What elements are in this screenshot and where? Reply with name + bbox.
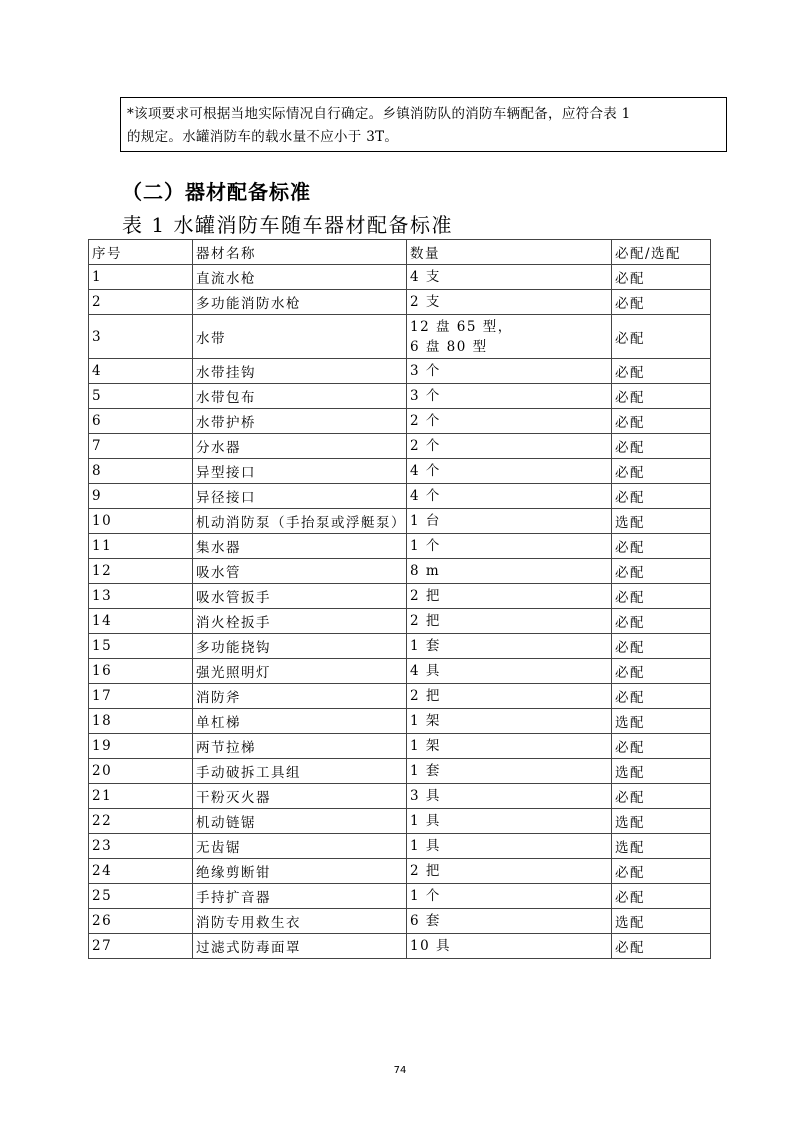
- cell-name: 多功能挠钩: [193, 634, 407, 659]
- table-row: [89, 409, 711, 434]
- table-row: [89, 509, 711, 534]
- table-row: [89, 534, 711, 559]
- table-row: [89, 784, 711, 809]
- cell-quantity: 2 个: [407, 409, 612, 434]
- cell-quantity: 4 个: [407, 459, 612, 484]
- cell-index: 10: [89, 509, 193, 534]
- table-title: 表 1 水罐消防车随车器材配备标准: [122, 213, 453, 237]
- cell-index: 18: [89, 709, 193, 734]
- cell-index: 2: [89, 290, 193, 315]
- cell-requirement: 必配: [612, 934, 711, 959]
- table-row: [89, 459, 711, 484]
- cell-name: 水带护桥: [193, 409, 407, 434]
- cell-quantity: 1 套: [407, 759, 612, 784]
- table-row: [89, 609, 711, 634]
- cell-name: 异型接口: [193, 459, 407, 484]
- cell-name: 消火栓扳手: [193, 609, 407, 634]
- table-row: [89, 434, 711, 459]
- cell-requirement: 必配: [612, 265, 711, 290]
- note-box: [120, 97, 727, 152]
- cell-requirement: 必配: [612, 659, 711, 684]
- cell-name: 异径接口: [193, 484, 407, 509]
- cell-index: 15: [89, 634, 193, 659]
- cell-requirement: 必配: [612, 609, 711, 634]
- cell-index: 23: [89, 834, 193, 859]
- cell-name: 手动破拆工具组: [193, 759, 407, 784]
- cell-index: 27: [89, 934, 193, 959]
- cell-name: 消防斧: [193, 684, 407, 709]
- cell-name: 吸水管扳手: [193, 584, 407, 609]
- cell-requirement: 必配: [612, 534, 711, 559]
- cell-requirement: 必配: [612, 734, 711, 759]
- note-line-1: *该项要求可根据当地实际情况自行确定。乡镇消防队的消防车辆配备，应符合表 1: [127, 106, 631, 122]
- cell-name: 多功能消防水枪: [193, 290, 407, 315]
- cell-quantity: 4 具: [407, 659, 612, 684]
- cell-name: 直流水枪: [193, 265, 407, 290]
- table-row: [89, 484, 711, 509]
- table-row: [89, 384, 711, 409]
- cell-quantity: 2 把: [407, 859, 612, 884]
- cell-quantity: 1 个: [407, 534, 612, 559]
- cell-requirement: 必配: [612, 434, 711, 459]
- cell-index: 7: [89, 434, 193, 459]
- cell-index: 9: [89, 484, 193, 509]
- table-row: [89, 359, 711, 384]
- column-header-index: 序号: [89, 240, 193, 265]
- page-number: 74: [393, 1065, 407, 1076]
- table-row: [89, 884, 711, 909]
- table-row: [89, 909, 711, 934]
- table-row: [89, 684, 711, 709]
- cell-index: 26: [89, 909, 193, 934]
- cell-quantity: 1 具: [407, 834, 612, 859]
- cell-quantity: 2 支: [407, 290, 612, 315]
- column-header-name: 器材名称: [193, 240, 407, 265]
- cell-index: 11: [89, 534, 193, 559]
- cell-name: 机动链锯: [193, 809, 407, 834]
- table-row: [89, 759, 711, 784]
- cell-quantity: 4 个: [407, 484, 612, 509]
- cell-name: 机动消防泵（手抬泵或浮艇泵）: [193, 509, 407, 534]
- note-line-2: 的规定。水罐消防车的载水量不应小于 3T。: [127, 129, 399, 145]
- table-row: [89, 290, 711, 315]
- cell-requirement: 必配: [612, 684, 711, 709]
- cell-quantity: 6 套: [407, 909, 612, 934]
- cell-requirement: 选配: [612, 509, 711, 534]
- cell-index: 6: [89, 409, 193, 434]
- cell-quantity: 3 个: [407, 384, 612, 409]
- table-row: [89, 584, 711, 609]
- cell-quantity: 2 个: [407, 434, 612, 459]
- cell-name: 集水器: [193, 534, 407, 559]
- cell-quantity: 1 具: [407, 809, 612, 834]
- section-heading: （二）器材配备标准: [122, 180, 311, 204]
- equipment-table: [88, 239, 711, 959]
- cell-requirement: 选配: [612, 909, 711, 934]
- cell-requirement: 选配: [612, 709, 711, 734]
- table-row: [89, 934, 711, 959]
- cell-index: 24: [89, 859, 193, 884]
- cell-name: 水带: [193, 315, 407, 359]
- cell-index: 17: [89, 684, 193, 709]
- cell-index: 14: [89, 609, 193, 634]
- cell-requirement: 必配: [612, 315, 711, 359]
- cell-quantity: 2 把: [407, 609, 612, 634]
- cell-index: 12: [89, 559, 193, 584]
- cell-quantity: 1 台: [407, 509, 612, 534]
- cell-quantity: 8 m: [407, 559, 612, 584]
- cell-name: 分水器: [193, 434, 407, 459]
- cell-name: 无齿锯: [193, 834, 407, 859]
- cell-name: 强光照明灯: [193, 659, 407, 684]
- cell-requirement: 必配: [612, 634, 711, 659]
- table-row: [89, 315, 711, 359]
- cell-name: 吸水管: [193, 559, 407, 584]
- table-row: [89, 859, 711, 884]
- cell-requirement: 选配: [612, 809, 711, 834]
- cell-name: 干粉灭火器: [193, 784, 407, 809]
- cell-requirement: 必配: [612, 484, 711, 509]
- cell-quantity: 2 把: [407, 684, 612, 709]
- cell-name: 消防专用救生衣: [193, 909, 407, 934]
- cell-index: 25: [89, 884, 193, 909]
- cell-quantity: 12 盘 65 型， 6 盘 80 型: [407, 315, 612, 359]
- cell-requirement: 选配: [612, 834, 711, 859]
- cell-name: 水带包布: [193, 384, 407, 409]
- cell-index: 3: [89, 315, 193, 359]
- cell-name: 水带挂钩: [193, 359, 407, 384]
- cell-name: 两节拉梯: [193, 734, 407, 759]
- cell-requirement: 必配: [612, 384, 711, 409]
- column-header-requirement: 必配/选配: [612, 240, 711, 265]
- cell-quantity: 1 架: [407, 709, 612, 734]
- table-row: [89, 709, 711, 734]
- column-header-quantity: 数量: [407, 240, 612, 265]
- cell-index: 16: [89, 659, 193, 684]
- cell-requirement: 必配: [612, 359, 711, 384]
- cell-requirement: 必配: [612, 584, 711, 609]
- table-header-row: [89, 240, 711, 265]
- cell-requirement: 必配: [612, 290, 711, 315]
- cell-name: 单杠梯: [193, 709, 407, 734]
- cell-requirement: 必配: [612, 784, 711, 809]
- cell-name: 绝缘剪断钳: [193, 859, 407, 884]
- cell-quantity: 1 个: [407, 884, 612, 909]
- cell-quantity: 4 支: [407, 265, 612, 290]
- cell-requirement: 必配: [612, 459, 711, 484]
- cell-quantity: 10 具: [407, 934, 612, 959]
- cell-quantity: 1 套: [407, 634, 612, 659]
- table-row: [89, 809, 711, 834]
- cell-index: 19: [89, 734, 193, 759]
- cell-requirement: 必配: [612, 884, 711, 909]
- table-row: [89, 265, 711, 290]
- cell-index: 20: [89, 759, 193, 784]
- table-row: [89, 559, 711, 584]
- cell-quantity: 3 个: [407, 359, 612, 384]
- table-row: [89, 659, 711, 684]
- cell-name: 手持扩音器: [193, 884, 407, 909]
- cell-index: 4: [89, 359, 193, 384]
- cell-requirement: 必配: [612, 859, 711, 884]
- cell-quantity: 1 架: [407, 734, 612, 759]
- cell-index: 5: [89, 384, 193, 409]
- table-body: [89, 265, 711, 959]
- cell-quantity: 2 把: [407, 584, 612, 609]
- cell-index: 21: [89, 784, 193, 809]
- cell-name: 过滤式防毒面罩: [193, 934, 407, 959]
- table-row: [89, 634, 711, 659]
- cell-index: 13: [89, 584, 193, 609]
- cell-index: 22: [89, 809, 193, 834]
- table-row: [89, 734, 711, 759]
- cell-index: 8: [89, 459, 193, 484]
- cell-index: 1: [89, 265, 193, 290]
- table-row: [89, 834, 711, 859]
- cell-requirement: 必配: [612, 559, 711, 584]
- cell-requirement: 选配: [612, 759, 711, 784]
- cell-requirement: 必配: [612, 409, 711, 434]
- cell-quantity: 3 具: [407, 784, 612, 809]
